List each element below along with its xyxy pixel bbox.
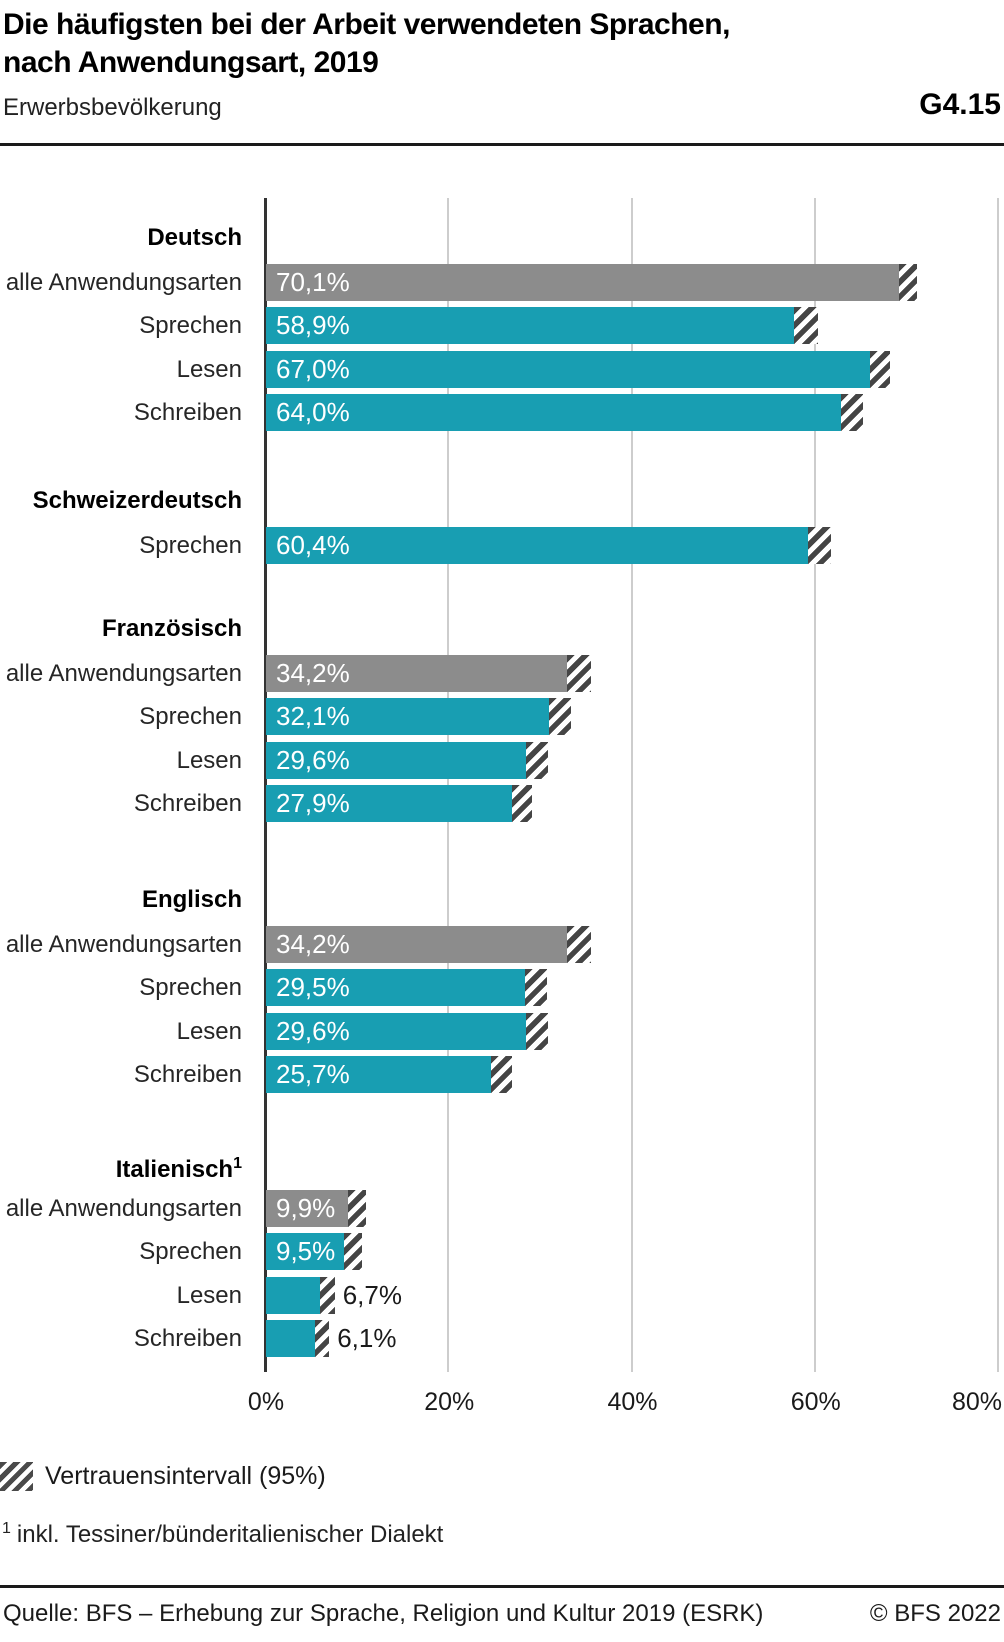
group-footnote-marker: 1 (233, 1155, 242, 1172)
category-label: Schreiben (133, 1325, 242, 1353)
value-label: 60,4% (276, 530, 350, 560)
confidence-interval-band (841, 394, 863, 431)
copyright-text: © BFS 2022 (869, 1600, 1001, 1627)
footnote-text: inkl. Tessiner/bünderitalienischer Dialekt (16, 1521, 444, 1548)
confidence-interval-band (549, 698, 571, 735)
category-label: Lesen (176, 1281, 242, 1309)
category-label: alle Anwendungsarten (5, 269, 242, 296)
bar-schweizerdeutsch-sprechen (266, 527, 819, 564)
confidence-interval-band (348, 1190, 366, 1227)
footnote (2, 1520, 443, 1549)
bar-englisch-sprechen (266, 969, 536, 1006)
header-divider (0, 143, 1004, 146)
bar-deutsch-schreiben (266, 394, 852, 431)
chart-title-line1: Die häufigsten bei der Arbeit verwendeten Sprachen, (3, 8, 730, 41)
bar-englisch-schreiben (266, 1056, 501, 1093)
confidence-interval-band (526, 742, 548, 779)
confidence-interval-band (794, 307, 818, 344)
source-text: Quelle: BFS – Erhebung zur Sprache, Religion und Kultur 2019 (ESRK) (3, 1600, 764, 1627)
value-label: 25,7% (276, 1059, 350, 1090)
chart-title-line2: nach Anwendungsart, 2019 (3, 46, 379, 79)
value-label: 70,1% (276, 267, 350, 297)
confidence-interval-band (808, 527, 832, 564)
footer-divider (0, 1585, 1004, 1588)
value-label: 29,6% (276, 744, 350, 775)
x-tick-0: 0% (247, 1388, 285, 1416)
group-header-deutsch: Deutsch (147, 224, 242, 251)
value-label: 9,9% (276, 1193, 336, 1223)
confidence-interval-hatch-swatch (0, 1462, 33, 1491)
value-label: 6,7% (342, 1279, 402, 1310)
bar-deutsch-alle-anwendungsarten (266, 264, 908, 301)
value-label: 27,9% (276, 788, 350, 819)
bar-französisch-sprechen (266, 698, 560, 735)
value-label: 67,0% (276, 353, 350, 384)
category-label: alle Anwendungsarten (5, 660, 242, 687)
bar-französisch-alle-anwendungsarten (266, 655, 579, 692)
bar-französisch-lesen (266, 742, 537, 779)
x-tick-80: 80% (951, 1388, 1002, 1416)
group-header-französisch: Französisch (101, 615, 242, 642)
legend-label: Vertrauensintervall (95%) (45, 1462, 326, 1490)
confidence-interval-band (491, 1056, 511, 1093)
group-header-englisch: Englisch (141, 886, 242, 913)
group-header-schweizerdeutsch: Schweizerdeutsch (32, 487, 242, 514)
confidence-interval-band (525, 969, 547, 1006)
category-label: alle Anwendungsarten (5, 931, 242, 958)
bar-englisch-alle-anwendungsarten (266, 926, 579, 963)
x-tick-20: 20% (424, 1388, 475, 1416)
confidence-interval-band (344, 1233, 362, 1270)
category-label: Sprechen (139, 974, 242, 1002)
confidence-interval-band (526, 1013, 548, 1050)
footnote-marker: 1 (2, 1520, 11, 1537)
bar-italienisch-lesen (266, 1277, 327, 1314)
value-label: 58,9% (276, 310, 350, 341)
bar-deutsch-sprechen (266, 307, 806, 344)
value-label: 34,2% (276, 929, 350, 959)
bar-französisch-schreiben (266, 785, 522, 822)
category-label: Sprechen (139, 703, 242, 731)
value-label: 34,2% (276, 658, 350, 688)
bar-italienisch-alle-anwendungsarten (266, 1190, 357, 1227)
confidence-interval-band (512, 785, 532, 822)
category-label: Sprechen (139, 532, 242, 559)
x-tick-60: 60% (790, 1388, 841, 1416)
value-label: 9,5% (276, 1236, 336, 1267)
value-label: 29,6% (276, 1015, 350, 1046)
footer (3, 1600, 1001, 1628)
legend (0, 1462, 326, 1491)
gridline-80 (997, 198, 999, 1372)
bar-italienisch-schreiben (266, 1320, 322, 1357)
bar-englisch-lesen (266, 1013, 537, 1050)
subtitle-row (3, 88, 1001, 122)
category-label: Lesen (176, 1017, 242, 1045)
confidence-interval-band (567, 926, 591, 963)
category-label: Schreiben (133, 399, 242, 427)
value-label: 32,1% (276, 701, 350, 732)
confidence-interval-band (315, 1320, 330, 1357)
category-label: Schreiben (133, 1061, 242, 1089)
value-label: 64,0% (276, 397, 350, 428)
category-label: Sprechen (139, 312, 242, 340)
confidence-interval-band (870, 351, 890, 388)
group-header-italienisch: Italienisch$^1$ (115, 1155, 242, 1183)
category-label: Sprechen (139, 1238, 242, 1266)
bar-italienisch-sprechen (266, 1233, 353, 1270)
category-label: alle Anwendungsarten (5, 1195, 242, 1222)
figure-id: G4.15 (919, 88, 1001, 121)
x-tick-40: 40% (607, 1388, 658, 1416)
value-label: 6,1% (337, 1323, 397, 1354)
category-label: Lesen (176, 746, 242, 774)
category-label: Schreiben (133, 790, 242, 818)
confidence-interval-band (899, 264, 917, 301)
value-label: 29,5% (276, 972, 350, 1003)
confidence-interval-band (320, 1277, 335, 1314)
category-label: Lesen (176, 355, 242, 383)
bar-deutsch-lesen (266, 351, 880, 388)
confidence-interval-band (567, 655, 591, 692)
chart-subtitle: Erwerbsbevölkerung (3, 94, 222, 121)
chart-title (3, 6, 983, 82)
